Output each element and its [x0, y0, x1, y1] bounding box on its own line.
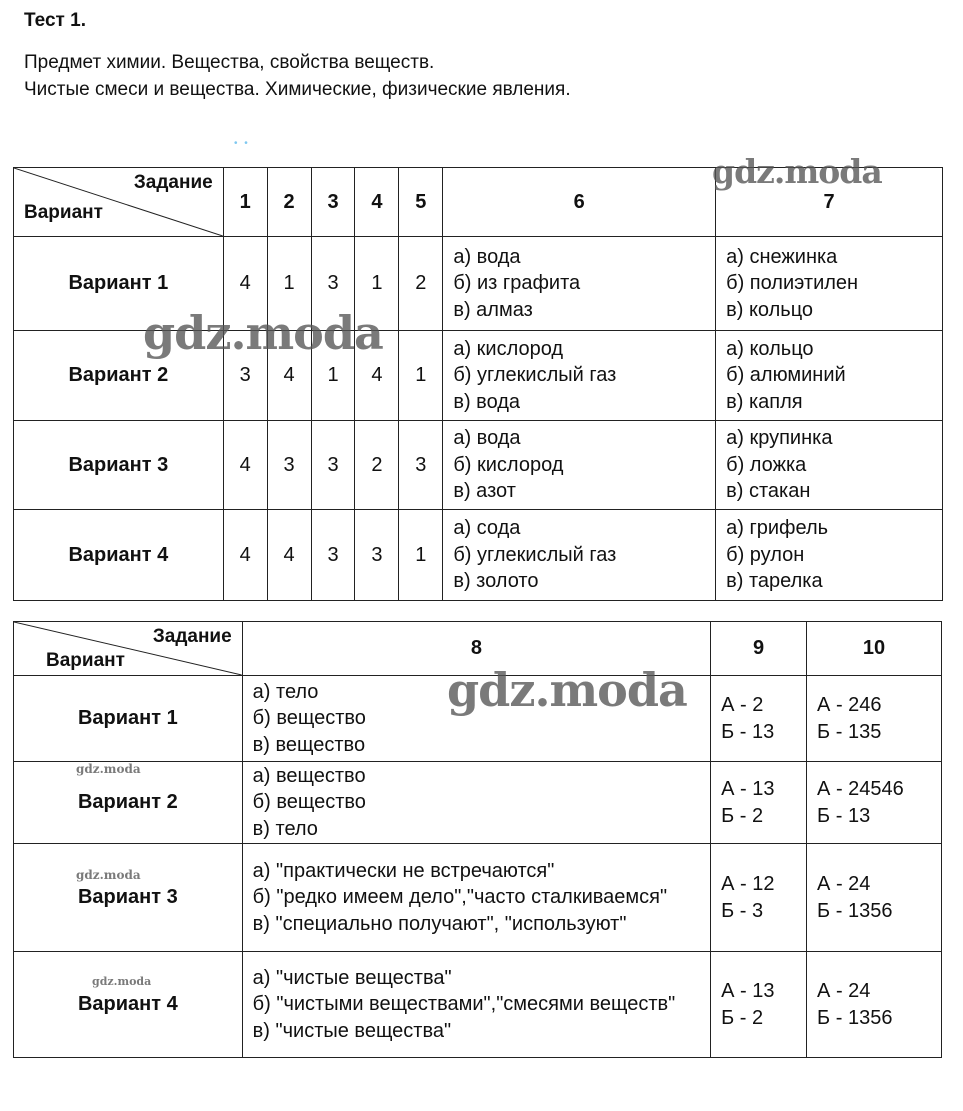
answer-cell: 3 — [311, 421, 355, 510]
table2-corner-cell — [14, 622, 243, 676]
answer-list-cell — [711, 952, 807, 1058]
corner-label-variant: Вариант — [46, 650, 125, 671]
answer-cell: 3 — [399, 421, 443, 510]
answer-line: б) "редко имеем дело","часто сталкиваемся" — [252, 886, 668, 909]
answer-cell: 1 — [399, 510, 443, 601]
variant-label: Вариант 2 — [14, 331, 224, 421]
table1-corner-cell — [14, 168, 224, 237]
answer-line: Б - 3 — [721, 899, 764, 922]
answer-list-cell — [716, 421, 943, 510]
answer-cell: 3 — [311, 510, 355, 601]
answer-line: б) вещество — [252, 707, 366, 730]
task-header-5: 5 — [399, 168, 443, 237]
answer-line: А - 24 — [817, 873, 871, 895]
answer-line: в) вода — [453, 390, 521, 413]
variant-label: Вариант 3 — [14, 844, 243, 952]
answer-cell: 3 — [355, 510, 399, 601]
answer-list-cell — [443, 237, 716, 331]
task-header-3: 3 — [311, 168, 355, 237]
answer-cell: 4 — [223, 510, 267, 601]
answer-line: б) из графита — [453, 272, 581, 295]
corner-label-task: Задание — [152, 626, 232, 647]
answer-list-cell — [443, 421, 716, 510]
answer-line: б) углекислый газ — [453, 364, 617, 387]
answer-line: а) тело — [252, 680, 319, 703]
answer-cell: 2 — [399, 237, 443, 331]
answer-list-cell — [711, 762, 807, 844]
variant-label: Вариант 2 — [14, 762, 243, 844]
answer-line: А - 24546 — [817, 778, 904, 800]
answer-line: а) крупинка — [726, 427, 833, 450]
task-header-2: 2 — [267, 168, 311, 237]
answer-cell: 1 — [267, 237, 311, 331]
answer-line: Б - 135 — [817, 720, 882, 743]
task-header-9: 9 — [711, 622, 807, 676]
answer-line: б) "чистыми веществами","смесями веществ" — [252, 993, 676, 1016]
answer-line: в) стакан — [726, 480, 811, 503]
answer-line: в) тело — [252, 817, 318, 840]
topic-line-1: Предмет химии. Вещества, свойства веществ. — [24, 52, 435, 73]
answer-cell: 1 — [311, 331, 355, 421]
variant-label: Вариант 4 — [14, 952, 243, 1058]
answer-line: б) вещество — [252, 791, 366, 814]
answer-line: А - 24 — [817, 980, 871, 1002]
answer-list-cell — [242, 952, 710, 1058]
answer-list-cell — [716, 237, 943, 331]
answer-line: а) "чистые вещества" — [252, 966, 452, 989]
answer-list-cell — [807, 762, 942, 844]
table-row — [14, 844, 942, 952]
answer-line: б) кислород — [453, 453, 564, 476]
answer-line: в) золото — [453, 570, 539, 593]
table-row — [14, 510, 943, 601]
watermark-logo: gdz.moda — [712, 152, 882, 191]
answer-line: а) сода — [453, 517, 521, 540]
variant-label: Вариант 4 — [14, 510, 224, 601]
answer-list-cell — [716, 510, 943, 601]
decorative-dots: • • — [234, 138, 250, 149]
answer-cell: 3 — [267, 421, 311, 510]
table-row — [14, 952, 942, 1058]
variant-label: Вариант 1 — [14, 237, 224, 331]
answer-line: б) алюминий — [726, 364, 846, 387]
answer-line: Б - 13 — [721, 720, 775, 743]
task-header-6: 6 — [443, 168, 716, 237]
answer-line: Б - 13 — [817, 804, 871, 827]
answer-cell: 4 — [267, 510, 311, 601]
answer-line: а) кислород — [453, 337, 564, 360]
answers-table-1 — [13, 167, 943, 601]
answer-line: Б - 1356 — [817, 1006, 893, 1029]
answer-cell: 3 — [223, 331, 267, 421]
task-header-1: 1 — [223, 168, 267, 237]
answer-line: а) вещество — [252, 764, 366, 787]
answer-line: А - 246 — [817, 694, 882, 716]
variant-label: Вариант 3 — [14, 421, 224, 510]
watermark-logo: gdz.moda — [76, 762, 141, 776]
answer-line: в) тарелка — [726, 570, 823, 593]
answer-line: А - 13 — [721, 980, 775, 1002]
watermark-logo: gdz.moda — [143, 306, 383, 360]
variant-label: Вариант 1 — [14, 676, 243, 762]
answer-line: в) "чистые вещества" — [252, 1019, 452, 1042]
watermark-logo: gdz.moda — [92, 975, 152, 988]
answer-line: А - 12 — [721, 873, 775, 895]
answer-line: а) кольцо — [726, 337, 814, 360]
answer-list-cell — [807, 676, 942, 762]
answer-cell: 1 — [355, 237, 399, 331]
answer-list-cell — [443, 331, 716, 421]
answer-list-cell — [443, 510, 716, 601]
task-header-10: 10 — [807, 622, 942, 676]
answer-list-cell — [711, 844, 807, 952]
task-header-4: 4 — [355, 168, 399, 237]
topic-line-2: Чистые смеси и вещества. Химические, физические явления. — [24, 79, 571, 100]
answer-cell: 2 — [355, 421, 399, 510]
answer-list-cell — [242, 762, 710, 844]
answer-list-cell — [242, 844, 710, 952]
answer-cell: 4 — [223, 237, 267, 331]
answer-list-cell — [807, 952, 942, 1058]
answer-line: а) вода — [453, 245, 521, 268]
answer-line: а) "практически не встречаются" — [252, 859, 555, 882]
answer-line: А - 2 — [721, 694, 764, 716]
answer-line: б) ложка — [726, 453, 807, 476]
corner-label-variant: Вариант — [24, 202, 103, 223]
answer-line: в) вещество — [252, 733, 366, 756]
answer-cell: 4 — [267, 331, 311, 421]
answer-list-cell — [716, 331, 943, 421]
answer-cell: 1 — [399, 331, 443, 421]
answer-list-cell — [711, 676, 807, 762]
answer-line: в) капля — [726, 390, 803, 413]
answer-cell: 3 — [311, 237, 355, 331]
page-title: Тест 1. — [24, 10, 86, 31]
task-header-8: 8 — [242, 622, 710, 676]
corner-label-task: Задание — [133, 172, 213, 193]
answer-line: в) азот — [453, 480, 516, 503]
answer-line: А - 13 — [721, 778, 775, 800]
task-header-7: 7 — [716, 168, 943, 237]
table-row — [14, 762, 942, 844]
answer-line: в) кольцо — [726, 298, 814, 321]
answer-line: в) "специально получают", "используют" — [252, 912, 627, 935]
watermark-logo: gdz.moda — [76, 868, 141, 882]
answer-line: а) грифель — [726, 517, 829, 540]
watermark-logo: gdz.moda — [447, 663, 687, 717]
answer-line: а) вода — [453, 427, 521, 450]
answer-line: а) снежинка — [726, 245, 838, 268]
answer-line: б) полиэтилен — [726, 272, 859, 295]
answer-line: Б - 1356 — [817, 899, 893, 922]
answer-line: б) рулон — [726, 543, 805, 566]
answer-cell: 4 — [355, 331, 399, 421]
answer-line: б) углекислый газ — [453, 543, 617, 566]
table-row — [14, 421, 943, 510]
answer-line: Б - 2 — [721, 804, 764, 827]
answer-line: в) алмаз — [453, 298, 533, 321]
answer-line: Б - 2 — [721, 1006, 764, 1029]
answer-cell: 4 — [223, 421, 267, 510]
answer-list-cell — [807, 844, 942, 952]
